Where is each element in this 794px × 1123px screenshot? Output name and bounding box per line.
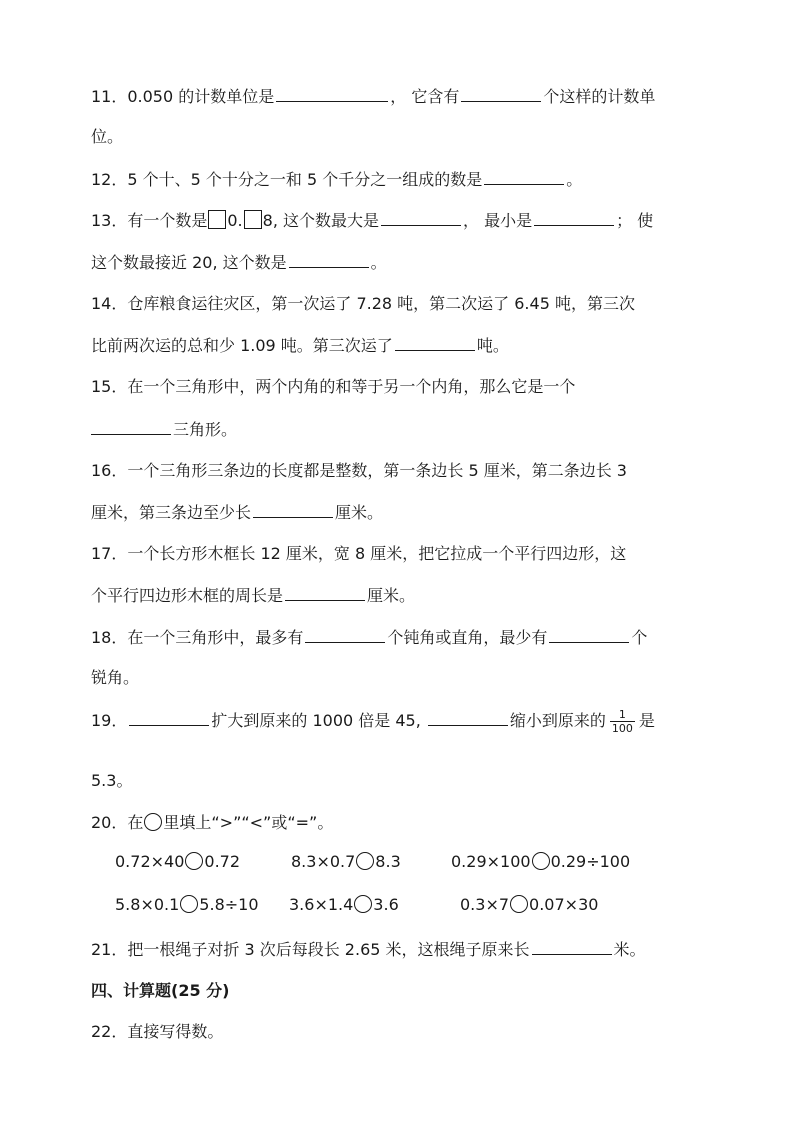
section-4-heading: 四、计算题(25 分) xyxy=(91,981,230,1000)
q17-text-a: 17．一个长方形木框长 12 厘米，宽 8 厘米，把它拉成一个平行四边形，这 xyxy=(91,544,627,563)
q13-text-b: 0. xyxy=(227,211,243,230)
fraction-denominator: 100 xyxy=(611,722,633,735)
q20-item-right: 3.6 xyxy=(373,895,399,914)
q20-item-left: 0.3×7 xyxy=(460,895,510,914)
q20-item-left: 3.6×1.4 xyxy=(289,895,354,914)
question-13-line-2 xyxy=(91,249,387,275)
question-14-line-2 xyxy=(91,332,509,358)
question-16-line-2 xyxy=(91,499,383,525)
q17-blank[interactable] xyxy=(285,582,365,601)
q16-text-b: 厘米，第三条边至少长 xyxy=(91,503,252,522)
q20-item-2 xyxy=(291,852,401,871)
q21-text-b: 米。 xyxy=(613,940,646,959)
q20-item-left: 5.8×0.1 xyxy=(115,895,180,914)
q20-item-right: 0.29÷100 xyxy=(550,852,631,871)
q15-text-b: 三角形。 xyxy=(173,420,238,439)
q13-text-f: 这个数最接近 20, 这个数是 xyxy=(91,253,287,272)
q20-item-left: 8.3×0.7 xyxy=(291,852,356,871)
q18-blank-2[interactable] xyxy=(549,624,629,643)
q16-blank[interactable] xyxy=(253,499,333,518)
q20-item-3 xyxy=(451,852,630,871)
q16-text-c: 厘米。 xyxy=(335,503,384,522)
q19-text-e: 5.3。 xyxy=(91,771,133,790)
q20-item-6 xyxy=(460,895,598,914)
q19-text-c: 缩小到原来的 xyxy=(509,711,606,730)
q20-item-right: 0.07×30 xyxy=(529,895,599,914)
q13-text-g: 。 xyxy=(370,253,387,272)
q20-compare-circle-4[interactable] xyxy=(180,895,198,913)
q19-text-a: 19． xyxy=(91,711,128,730)
q21-blank[interactable] xyxy=(532,936,612,955)
q17-text-b: 个平行四边形木框的周长是 xyxy=(91,586,284,605)
q20-circle-example xyxy=(144,813,162,831)
q11-text-a: 11．0.050 的计数单位是 xyxy=(91,87,275,106)
question-17-line-2 xyxy=(91,582,415,608)
q20-item-1 xyxy=(115,852,240,871)
q13-text-d: ， 最小是 xyxy=(463,211,533,230)
q20-item-right: 0.72 xyxy=(204,852,241,871)
q13-box-1[interactable] xyxy=(208,210,226,229)
question-14-line-1 xyxy=(91,291,635,317)
q15-blank[interactable] xyxy=(91,416,171,435)
question-21 xyxy=(91,936,646,962)
question-13-line-1 xyxy=(91,207,653,233)
question-20-prompt xyxy=(91,810,333,836)
q13-blank-nearest[interactable] xyxy=(289,249,369,268)
question-16-line-1 xyxy=(91,458,627,484)
q18-text-b: 个钝角或直角，最少有 xyxy=(387,628,548,647)
q20-compare-circle-6[interactable] xyxy=(510,895,528,913)
q20-text-b: 里填上“>”“<”或“=”。 xyxy=(163,813,334,832)
q13-blank-max[interactable] xyxy=(381,207,461,226)
q20-item-right: 5.8÷10 xyxy=(199,895,259,914)
q19-text-b: 扩大到原来的 1000 倍是 45, xyxy=(211,711,426,730)
q11-text-c: 个这样的计数单 xyxy=(543,87,656,106)
q12-text-b: 。 xyxy=(566,170,583,189)
q21-text-a: 21．把一根绳子对折 3 次后每段长 2.65 米，这根绳子原来长 xyxy=(91,940,530,959)
fraction-numerator: 1 xyxy=(610,708,635,722)
q11-text-b: ， 它含有 xyxy=(390,87,460,106)
q13-box-2[interactable] xyxy=(244,210,262,229)
q17-text-c: 厘米。 xyxy=(367,586,416,605)
q20-item-left: 0.72×40 xyxy=(115,852,185,871)
q20-text-a: 20．在 xyxy=(91,813,144,832)
q19-blank-1[interactable] xyxy=(129,707,209,726)
q20-compare-circle-5[interactable] xyxy=(354,895,372,913)
question-15-line-1 xyxy=(91,374,575,400)
q13-text-e: ； 使 xyxy=(616,211,654,230)
q11-blank-1[interactable] xyxy=(276,83,388,102)
q20-compare-circle-2[interactable] xyxy=(356,852,374,870)
question-18-line-2 xyxy=(91,665,139,691)
q20-compare-circle-1[interactable] xyxy=(185,852,203,870)
q12-blank[interactable] xyxy=(484,166,564,185)
q18-text-a: 18．在一个三角形中，最多有 xyxy=(91,628,304,647)
question-17-line-1 xyxy=(91,541,626,567)
fraction-one-hundredth xyxy=(610,708,635,735)
q20-item-left: 0.29×100 xyxy=(451,852,531,871)
q18-text-c: 个 xyxy=(631,628,648,647)
question-19-line-1 xyxy=(91,707,655,743)
q14-blank[interactable] xyxy=(395,332,475,351)
q20-item-4 xyxy=(115,895,259,914)
question-18-line-1 xyxy=(91,624,647,650)
q14-text-b: 比前两次运的总和少 1.09 吨。第三次运了 xyxy=(91,336,393,355)
question-22 xyxy=(91,1019,223,1045)
q20-item-5 xyxy=(289,895,399,914)
q19-text-d: 是 xyxy=(638,711,655,730)
q14-text-a: 14．仓库粮食运往灾区，第一次运了 7.28 吨，第二次运了 6.45 吨，第三次 xyxy=(91,294,635,313)
question-11-line-2 xyxy=(91,124,123,150)
q15-text-a: 15．在一个三角形中，两个内角的和等于另一个内角，那么它是一个 xyxy=(91,377,576,396)
question-12 xyxy=(91,166,582,192)
q12-text-a: 12．5 个十、5 个十分之一和 5 个千分之一组成的数是 xyxy=(91,170,483,189)
q20-compare-circle-3[interactable] xyxy=(532,852,550,870)
q18-text-d: 锐角。 xyxy=(91,668,140,687)
q14-text-c: 吨。 xyxy=(476,336,509,355)
q13-text-c: 8, 这个数最大是 xyxy=(262,211,379,230)
q13-blank-min[interactable] xyxy=(534,207,614,226)
q22-text-a: 22．直接写得数。 xyxy=(91,1022,224,1041)
q16-text-a: 16．一个三角形三条边的长度都是整数，第一条边长 5 厘米，第二条边长 3 xyxy=(91,461,627,480)
question-15-line-2 xyxy=(91,416,237,442)
q20-item-right: 8.3 xyxy=(375,852,401,871)
q11-text-d: 位。 xyxy=(91,127,124,146)
q19-blank-2[interactable] xyxy=(428,707,508,726)
q13-text-a: 13．有一个数是 xyxy=(91,211,208,230)
question-19-line-2 xyxy=(91,768,132,794)
q18-blank-1[interactable] xyxy=(305,624,385,643)
question-11-line-1 xyxy=(91,83,655,109)
q11-blank-2[interactable] xyxy=(461,83,541,102)
